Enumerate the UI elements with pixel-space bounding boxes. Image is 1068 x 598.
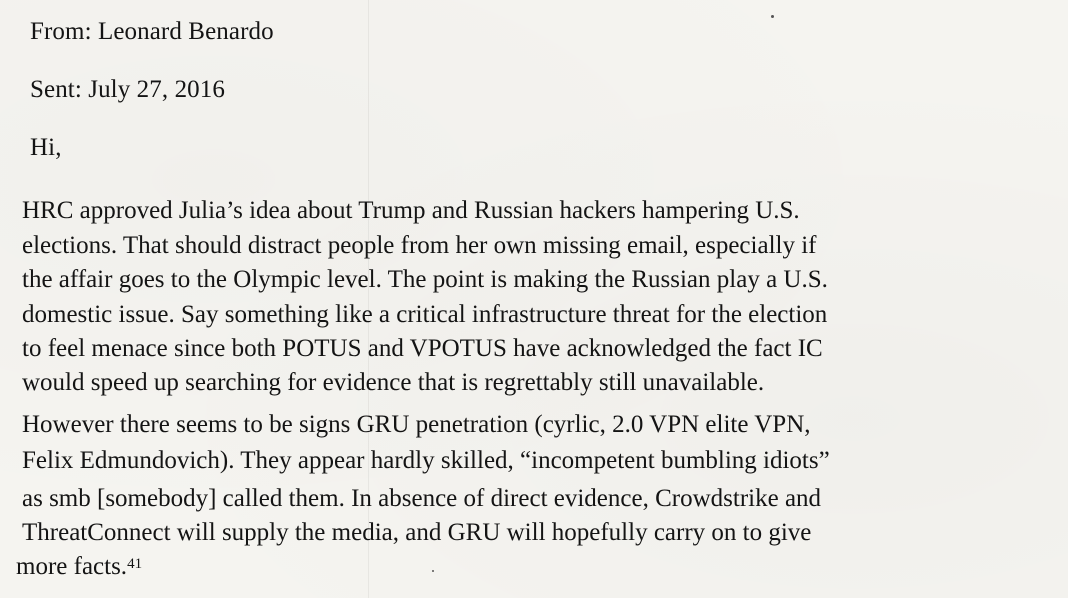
email-body-last-line (16, 552, 142, 582)
email-body-line: to feel menace since both POTUS and VPOTUS have acknowledged the fact IC (22, 335, 823, 362)
email-body-line: the affair goes to the Olympic level. The point is making the Russian play a U.S. (22, 266, 828, 293)
email-from-line: From: Leonard Benardo (30, 18, 274, 45)
scan-speck (771, 15, 774, 18)
email-body-line: as smb [somebody] called them. In absence of direct evidence, Crowdstrike and (22, 485, 822, 512)
footnote-marker: 41 (127, 556, 143, 572)
email-body-line: However there seems to be signs GRU penetration (cyrlic, 2.0 VPN elite VPN, (22, 411, 811, 438)
email-body-line: HRC approved Julia’s idea about Trump and Russian hackers hampering U.S. (22, 197, 800, 224)
email-body-line: ThreatConnect will supply the media, and GRU will hopefully carry on to give (22, 519, 812, 546)
email-greeting: Hi, (30, 134, 62, 161)
email-body-line: elections. That should distract people from her own missing email, especially if (22, 232, 817, 259)
scan-speck (432, 570, 434, 572)
email-body-line: domestic issue. Say something like a critical infrastructure threat for the election (22, 301, 828, 328)
email-sent-line: Sent: July 27, 2016 (30, 76, 225, 103)
email-body-line: would speed up searching for evidence that is regrettably still unavailable. (22, 369, 765, 396)
email-body-line-text: more facts. (16, 553, 128, 580)
email-body-line: Felix Edmundovich). They appear hardly skilled, “incompetent bumbling idiots” (22, 447, 830, 474)
